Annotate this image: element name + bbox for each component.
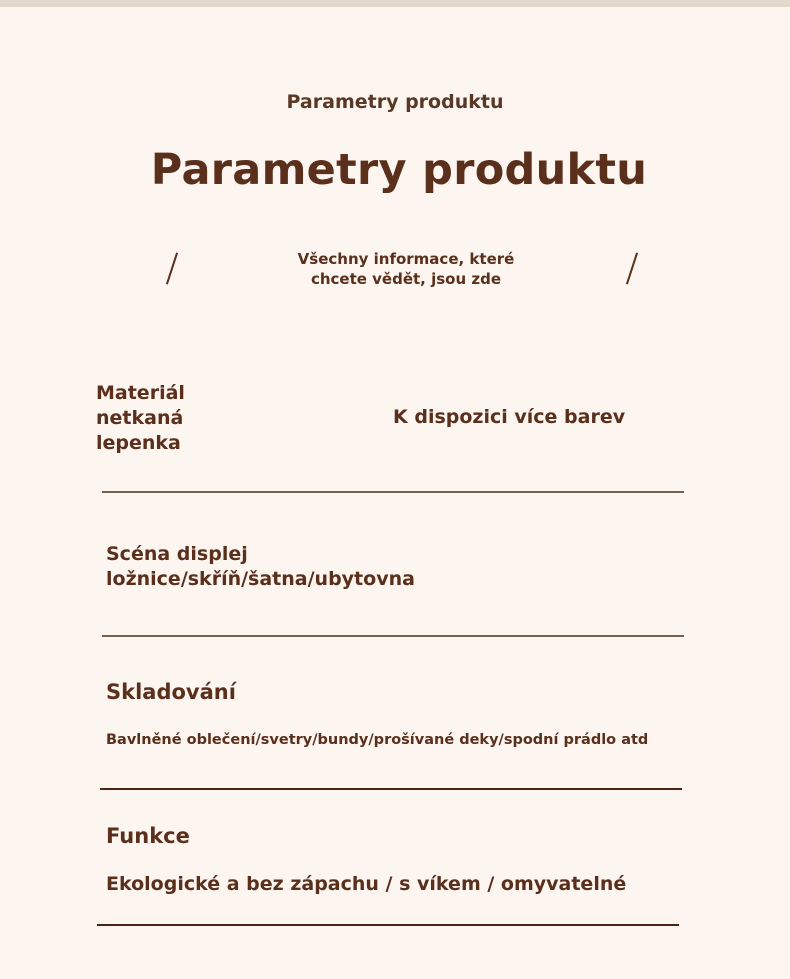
storage-text: Bavlněné oblečení/svetry/bundy/prošívané deky/spodní prádlo atd — [106, 732, 649, 748]
divider — [97, 924, 679, 926]
tagline-line-2: chcete vědět, jsou zde — [310, 270, 502, 288]
function-text: Ekologické a bez zápachu / s víkem / omyvatelné — [106, 873, 627, 895]
scene-line-2: ložnice/skříň/šatna/ubytovna — [106, 568, 415, 590]
function-heading: Funkce — [106, 824, 190, 848]
top-strip — [0, 0, 790, 7]
material-param — [96, 381, 216, 456]
storage-heading: Skladování — [106, 680, 236, 704]
colors-param: K dispozici více barev — [393, 406, 626, 428]
slash-decoration-right — [626, 252, 638, 284]
tagline — [290, 249, 522, 289]
scene-line-1: Scéna displej — [106, 543, 248, 565]
divider — [100, 788, 682, 790]
material-line-3: lepenka — [96, 432, 181, 454]
material-line-2: netkaná — [96, 407, 184, 429]
slash-decoration-left — [166, 252, 178, 284]
divider — [102, 635, 684, 637]
material-line-1: Materiál — [96, 382, 185, 404]
scene-param — [106, 542, 415, 592]
divider — [102, 491, 684, 493]
header-subtitle: Parametry produktu — [286, 91, 504, 113]
page-title: Parametry produktu — [150, 145, 648, 195]
tagline-line-1: Všechny informace, které — [297, 250, 515, 268]
